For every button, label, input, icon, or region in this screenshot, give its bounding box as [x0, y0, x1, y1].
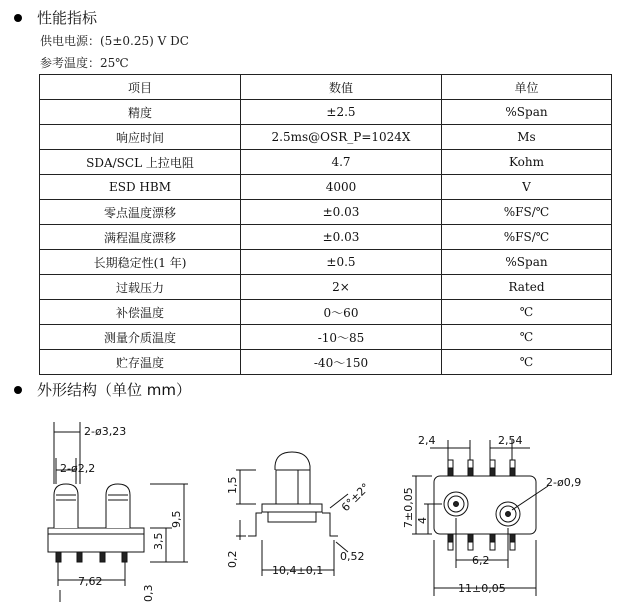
dim-label: 3,5: [152, 532, 165, 550]
dim-label: 6,2: [472, 554, 490, 567]
table-row: [40, 250, 612, 275]
table-cell: ESD HBM: [40, 175, 241, 200]
header-cell: 数值: [241, 75, 442, 100]
table-cell: 贮存温度: [40, 350, 241, 375]
table-cell: 精度: [40, 100, 241, 125]
table-cell: ±0.03: [241, 200, 442, 225]
table-row: [40, 200, 612, 225]
front-view: [48, 422, 188, 602]
bullet-icon: [14, 386, 22, 394]
dim-label: 2,4: [418, 434, 436, 447]
dim-label: 7±0,05: [402, 487, 415, 528]
table-cell: 2×: [241, 275, 442, 300]
table-cell: Kohm: [442, 150, 612, 175]
top-view: [412, 440, 548, 596]
table-cell: 响应时间: [40, 125, 241, 150]
table-row: [40, 300, 612, 325]
dim-label: 2,54: [498, 434, 523, 447]
table-cell: Rated: [442, 275, 612, 300]
table-cell: Ms: [442, 125, 612, 150]
table-cell: %Span: [442, 100, 612, 125]
dim-label: 9,5: [170, 510, 183, 528]
table-cell: %FS/℃: [442, 200, 612, 225]
table-cell: 0～60: [241, 300, 442, 325]
dim-label: 1,5: [226, 476, 239, 494]
table-cell: -10～85: [241, 325, 442, 350]
dim-label: 10,4±0,1: [272, 564, 324, 577]
table-cell: ℃: [442, 325, 612, 350]
table-cell: -40～150: [241, 350, 442, 375]
bullet-icon: [14, 14, 22, 22]
table-cell: %FS/℃: [442, 225, 612, 250]
table-cell: ±2.5: [241, 100, 442, 125]
dim-label: 0,3: [142, 584, 155, 602]
header-cell: 单位: [442, 75, 612, 100]
table-row: [40, 275, 612, 300]
table-cell: 测量介质温度: [40, 325, 241, 350]
dim-label: 2-ø3,23: [84, 425, 127, 438]
dim-label: 0,2: [226, 550, 239, 568]
table-cell: 2.5ms@OSR_P=1024X: [241, 125, 442, 150]
table-cell: 满程温度漂移: [40, 225, 241, 250]
table-row: [40, 125, 612, 150]
table-row: [40, 325, 612, 350]
table-cell: SDA/SCL 上拉电阻: [40, 150, 241, 175]
supply-voltage: 供电电源：(5±0.25) V DC: [40, 34, 189, 48]
table-cell: 过载压力: [40, 275, 241, 300]
dim-label: 7,62: [78, 575, 103, 588]
table-cell: 长期稳定性(1 年): [40, 250, 241, 275]
spec-table: [39, 74, 612, 375]
table-cell: ±0.5: [241, 250, 442, 275]
dim-label: 11±0,05: [458, 582, 506, 595]
table-cell: 4.7: [241, 150, 442, 175]
dim-label: 4: [416, 517, 429, 524]
table-row: [40, 100, 612, 125]
table-cell: ℃: [442, 350, 612, 375]
table-cell: 4000: [241, 175, 442, 200]
dim-label: 0,52: [340, 550, 365, 563]
header-cell: 项目: [40, 75, 241, 100]
table-cell: ±0.03: [241, 225, 442, 250]
section-title: 性能指标: [37, 9, 98, 27]
outline-drawing: [0, 400, 624, 602]
table-header-row: [40, 75, 612, 100]
table-row: [40, 350, 612, 375]
side-view: [236, 452, 348, 576]
table-cell: 零点温度漂移: [40, 200, 241, 225]
table-cell: %Span: [442, 250, 612, 275]
table-cell: ℃: [442, 300, 612, 325]
table-cell: V: [442, 175, 612, 200]
section-heading-dimensions: [0, 379, 191, 400]
dim-label: 6°±2°: [338, 480, 373, 515]
table-row: [40, 225, 612, 250]
dim-label: 2-ø0,9: [546, 476, 582, 489]
table-row: [40, 150, 612, 175]
section-heading-performance: [0, 7, 97, 28]
table-row: [40, 175, 612, 200]
section-title: 外形结构（单位 mm）: [37, 381, 191, 399]
table-cell: 补偿温度: [40, 300, 241, 325]
dim-label: 2-ø2,2: [60, 462, 96, 475]
reference-temperature: 参考温度：25℃: [40, 56, 129, 70]
